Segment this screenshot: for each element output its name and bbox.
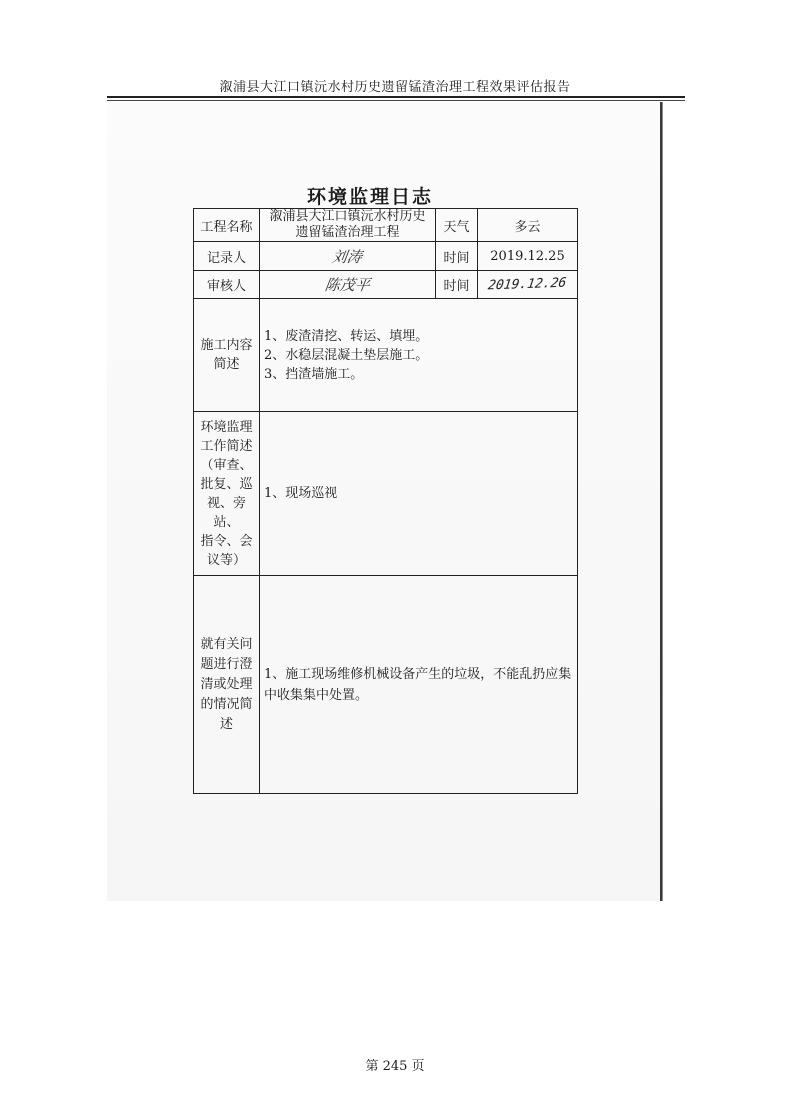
reviewer-row bbox=[194, 271, 578, 299]
issues-label-line: 清或处理 bbox=[200, 676, 253, 692]
header-divider-thin bbox=[107, 100, 685, 101]
monitoring-item: 1、现场巡视 bbox=[264, 486, 338, 501]
time-label: 时间 bbox=[436, 242, 478, 271]
issues-row bbox=[194, 576, 578, 794]
monitoring-label-line: 环境监理 bbox=[200, 419, 253, 435]
recorder-signature-text: 刘涛 bbox=[331, 247, 364, 266]
construction-item: 2、水稳层混凝土垫层施工。 bbox=[264, 347, 429, 363]
monitoring-label-line: 视、旁站、 bbox=[206, 495, 246, 530]
monitoring-label-line: 指令、会 bbox=[200, 533, 253, 549]
monitoring-label bbox=[194, 412, 260, 576]
construction-label bbox=[194, 299, 260, 412]
monitoring-label-line: 批复、巡 bbox=[200, 476, 253, 492]
construction-label-line: 简述 bbox=[213, 357, 240, 372]
construction-label-line: 施工内容 bbox=[200, 338, 253, 353]
monitoring-label-line: （审查、 bbox=[200, 457, 253, 473]
time2-value bbox=[478, 271, 578, 299]
reviewer-label: 审核人 bbox=[194, 271, 260, 299]
issues-label-line: 的情况简 bbox=[200, 696, 253, 712]
issues-label-line: 就有关问 bbox=[200, 636, 253, 652]
page-number: 第 245 页 bbox=[365, 1059, 425, 1074]
log-title: 环境监理日志 bbox=[306, 186, 433, 208]
project-value-line1: 溆浦县大江口镇沅水村历史 bbox=[269, 209, 426, 224]
monitoring-label-line: 工作简述 bbox=[200, 438, 253, 454]
environment-log-table bbox=[193, 208, 578, 794]
issues-label-line: 述 bbox=[219, 716, 233, 732]
monitoring-content bbox=[260, 412, 578, 576]
issues-text-line: 中收集集中处置。 bbox=[264, 687, 369, 703]
reviewer-signature bbox=[260, 271, 436, 299]
time2-handwritten: 2019.12.26 bbox=[487, 275, 568, 294]
construction-row bbox=[194, 299, 578, 412]
report-header-title: 溆浦县大江口镇沅水村历史遗留锰渣治理工程效果评估报告 bbox=[219, 80, 571, 95]
project-value bbox=[260, 209, 436, 242]
issues-label-line: 题进行澄 bbox=[200, 656, 253, 672]
construction-content bbox=[260, 299, 578, 412]
construction-item: 3、挡渣墙施工。 bbox=[264, 366, 364, 382]
header-divider bbox=[107, 96, 685, 98]
recorder-signature bbox=[260, 242, 436, 271]
project-value-line2: 遗留锰渣治理工程 bbox=[295, 225, 400, 240]
weather-value: 多云 bbox=[478, 209, 578, 242]
monitoring-row bbox=[194, 412, 578, 576]
time2-label: 时间 bbox=[436, 271, 478, 299]
project-label: 工程名称 bbox=[194, 209, 260, 242]
issues-label bbox=[194, 576, 260, 794]
reviewer-signature-text: 陈茂平 bbox=[323, 276, 372, 294]
issues-text-line: 1、施工现场维修机械设备产生的垃圾，不能乱扔应集 bbox=[264, 666, 572, 682]
recorder-label: 记录人 bbox=[194, 242, 260, 271]
monitoring-label-line: 议等） bbox=[206, 552, 246, 568]
weather-label: 天气 bbox=[436, 209, 478, 242]
recorder-row bbox=[194, 242, 578, 271]
time1-value: 2019.12.25 bbox=[478, 242, 578, 271]
project-row bbox=[194, 209, 578, 242]
construction-item: 1、废渣清挖、转运、填埋。 bbox=[264, 328, 429, 344]
issues-content bbox=[260, 576, 578, 794]
